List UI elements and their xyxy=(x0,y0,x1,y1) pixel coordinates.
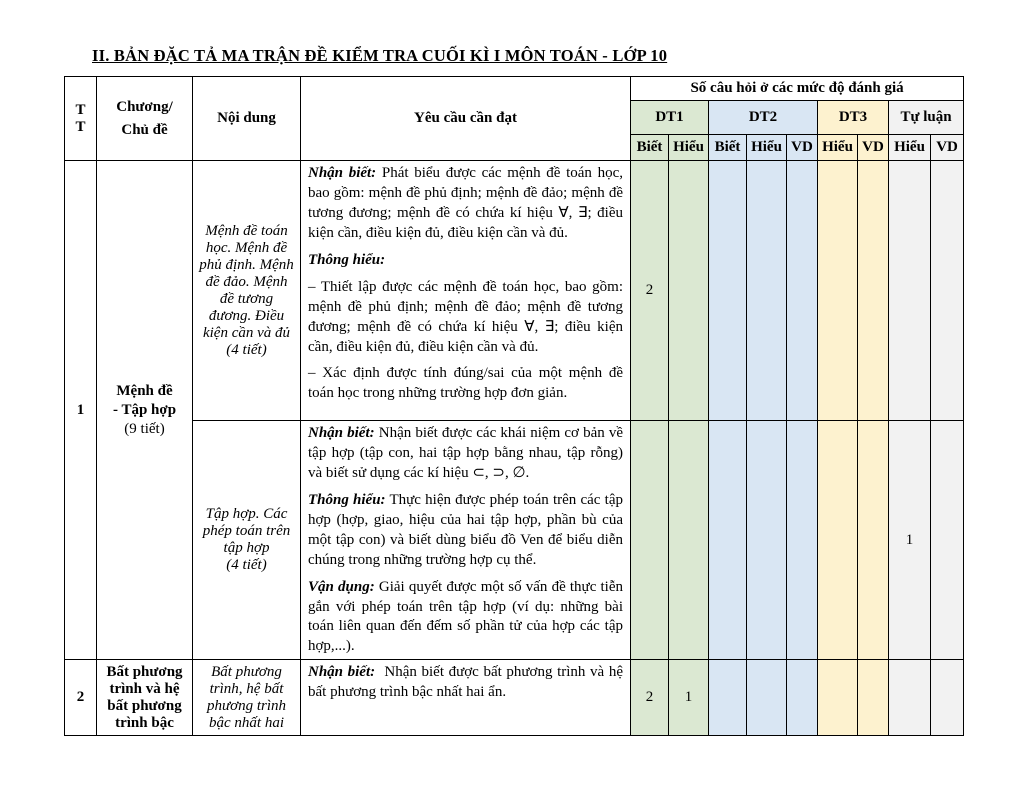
count-1b-dt2-vd xyxy=(787,421,818,660)
req-text: Giải quyết được một số vấn đề thực tiễn gắn với phép toán trên tập hợp (ví dụ: những bài toán liên quan đến đếm số phần tử của hợp các tập hợp,...). xyxy=(308,578,624,655)
count-1b-dt2-hieu xyxy=(747,421,787,660)
count-2-dt2-biet xyxy=(709,660,747,736)
subheader-tl-hieu: Hiểu xyxy=(889,135,931,161)
requirement-paragraph xyxy=(308,164,623,244)
count-1b-dt1-biet xyxy=(631,421,669,660)
noidung-1a-text: Mệnh đề toán học. Mệnh đề phủ định. Mệnh đề đảo. Mệnh đề tương đương. Điều kiện cần và đủ xyxy=(199,222,294,341)
noidung-1b-tiet: (4 tiết) xyxy=(226,557,267,574)
count-1b-dt3-vd xyxy=(858,421,889,660)
req-label: Vận dụng: xyxy=(308,578,375,595)
count-1a-dt1-biet: 2 xyxy=(631,161,669,421)
requirement-paragraph xyxy=(308,278,623,358)
count-2-dt3-vd xyxy=(858,660,889,736)
cell-yeucau-1a xyxy=(301,161,631,421)
cell-yeucau-1b xyxy=(301,421,631,660)
req-label: Nhận biết: xyxy=(308,664,376,681)
count-2-tl-hieu xyxy=(889,660,931,736)
cell-yeucau-2 xyxy=(301,660,631,736)
req-text: – Thiết lập được các mệnh đề toán học, bao gồm: mệnh đề phủ định; mệnh đề đảo; mệnh đề tương đương; mệnh đề có chứa kí hiệu ∀, ∃; điều kiện cần, điều kiện đủ, điều kiện cần và đủ. xyxy=(308,278,623,355)
req-text: – Xác định được tính đúng/sai của một mệnh đề toán học trong những trường hợp đơn giản. xyxy=(308,365,623,402)
requirement-paragraph xyxy=(308,491,623,571)
chuong-1-line3: (9 tiết) xyxy=(124,420,165,437)
cell-noidung-1a xyxy=(193,161,301,421)
requirement-paragraph xyxy=(308,364,623,404)
count-1a-dt1-hieu xyxy=(669,161,709,421)
req-label: Thông hiểu: xyxy=(308,491,386,508)
req-text: Nhận biết được các khái niệm cơ bản về tập hợp (tập con, hai tập hợp bằng nhau, tập rỗng) và biết sử dụng các kí hiệu ⊂, ⊃, ∅. xyxy=(308,425,623,481)
count-1b-dt1-hieu xyxy=(669,421,709,660)
count-1b-dt3-hieu xyxy=(818,421,858,660)
subheader-dt2-vd: VD xyxy=(787,135,818,161)
count-2-dt1-biet: 2 xyxy=(631,660,669,736)
requirement-paragraph xyxy=(308,578,623,658)
chuong-1-line2: - Tập hợp xyxy=(112,401,177,418)
count-1b-dt2-biet xyxy=(709,421,747,660)
cell-noidung-2: Bất phương trình, hệ bất phương trình bậc nhất hai xyxy=(193,660,301,736)
cell-chuong-2: Bất phương trình và hệ bất phương trình bậc xyxy=(97,660,193,736)
cell-noidung-1b xyxy=(193,421,301,660)
requirement-paragraph xyxy=(308,424,623,484)
count-1b-tl-vd xyxy=(931,421,964,660)
cell-chuong-1 xyxy=(97,161,193,660)
header-group-dt3: DT3 xyxy=(818,101,889,135)
count-1a-dt2-vd xyxy=(787,161,818,421)
chuong-1-line1: Mệnh đề xyxy=(116,383,173,400)
req-label: Nhận biết: xyxy=(308,165,377,181)
noidung-1b-text: Tập hợp. Các phép toán trên tập hợp xyxy=(202,506,291,557)
count-2-dt2-hieu xyxy=(747,660,787,736)
count-2-dt2-vd xyxy=(787,660,818,736)
count-1b-tl-hieu: 1 xyxy=(889,421,931,660)
count-1a-dt2-hieu xyxy=(747,161,787,421)
header-tt xyxy=(65,77,97,161)
subheader-dt1-biet: Biết xyxy=(631,135,669,161)
subheader-dt3-hieu: Hiểu xyxy=(818,135,858,161)
req-label: Nhận biết: xyxy=(308,425,375,441)
header-tt-line1: T xyxy=(75,101,86,118)
requirement-paragraph xyxy=(308,251,623,271)
header-group-dt2: DT2 xyxy=(709,101,818,135)
header-chuong-line1: Chương/ xyxy=(116,98,173,115)
count-1a-dt2-biet xyxy=(709,161,747,421)
subheader-tl-vd: VD xyxy=(931,135,964,161)
subheader-dt2-hieu: Hiểu xyxy=(747,135,787,161)
header-group-dt1: DT1 xyxy=(631,101,709,135)
header-yeu-cau: Yêu cầu cần đạt xyxy=(301,77,631,161)
header-chuong-line2: Chủ đề xyxy=(121,121,168,138)
noidung-1a-tiet: (4 tiết) xyxy=(226,341,267,358)
count-1a-tl-hieu xyxy=(889,161,931,421)
count-1a-dt3-hieu xyxy=(818,161,858,421)
requirement-paragraph xyxy=(308,663,623,703)
count-2-tl-vd xyxy=(931,660,964,736)
count-1a-dt3-vd xyxy=(858,161,889,421)
req-text: Thực hiện được phép toán trên các tập hợp (hợp, giao, hiệu của hai tập hợp, phần bù của một tập con) và biết dùng biểu đồ Ven để biểu diễn chúng trong những trường hợp cụ thể. xyxy=(308,491,623,568)
page-title: II. BẢN ĐẶC TẢ MA TRẬN ĐỀ KIỂM TRA CUỐI KÌ I MÔN TOÁN - LỚP 10 xyxy=(92,46,668,65)
spec-matrix-table xyxy=(64,76,964,736)
count-2-dt1-hieu: 1 xyxy=(669,660,709,736)
count-2-dt3-hieu xyxy=(818,660,858,736)
header-so-cau-hoi: Số câu hỏi ở các mức độ đánh giá xyxy=(631,77,964,101)
header-tt-line2: T xyxy=(75,118,86,135)
header-group-tu-luan: Tự luận xyxy=(889,101,964,135)
req-text: Phát biểu được các mệnh đề toán học, bao gồm: mệnh đề phủ định; mệnh đề đảo; mệnh đề tương đương; mệnh đề có chứa kí hiệu ∀, ∃; điều kiện cần, điều kiện đủ, điều kiện cần và đủ. xyxy=(308,165,624,241)
cell-tt-2: 2 xyxy=(65,660,97,736)
req-text: Nhận biết được bất phương trình và hệ bất phương trình bậc nhất hai ẩn. xyxy=(308,664,623,701)
subheader-dt2-biet: Biết xyxy=(709,135,747,161)
count-1a-tl-vd xyxy=(931,161,964,421)
header-chuong-chu-de xyxy=(97,77,193,161)
req-label: Thông hiểu: xyxy=(308,251,386,268)
header-noi-dung: Nội dung xyxy=(193,77,301,161)
subheader-dt3-vd: VD xyxy=(858,135,889,161)
cell-tt-1: 1 xyxy=(65,161,97,660)
subheader-dt1-hieu: Hiểu xyxy=(669,135,709,161)
